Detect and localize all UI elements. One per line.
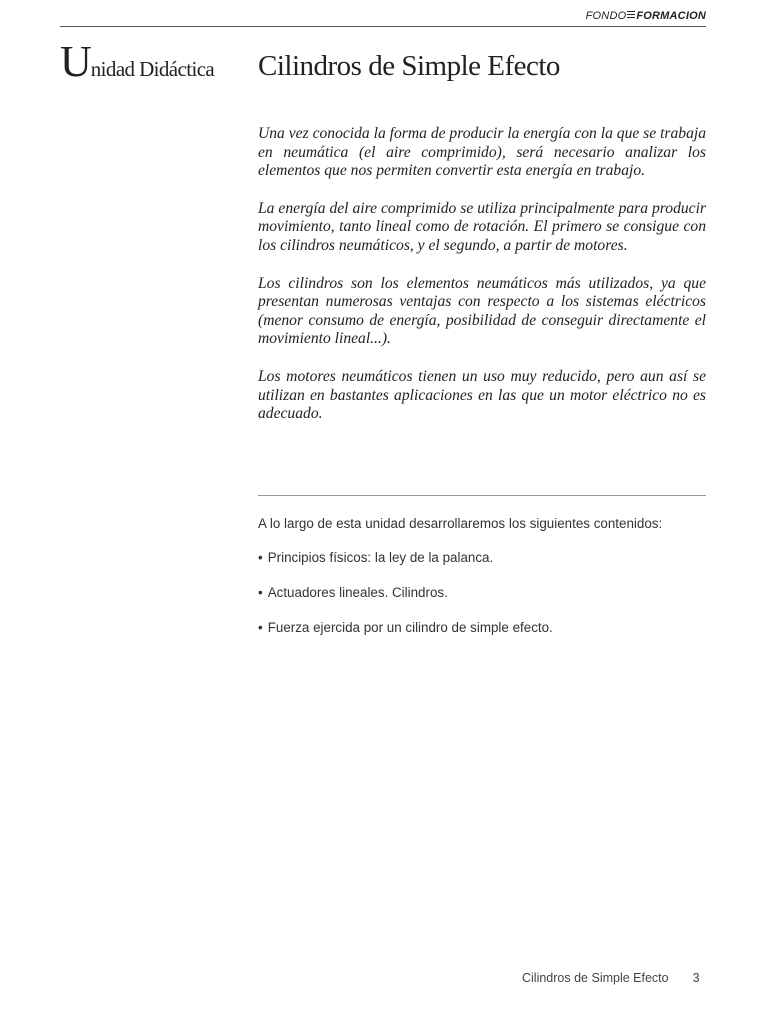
bullet-icon: • (258, 550, 263, 565)
contents-section (258, 515, 718, 654)
unit-title: Cilindros de Simple Efecto (258, 50, 560, 82)
list-item (258, 619, 718, 637)
logo-separator-icon (627, 11, 635, 18)
intro-paragraph-4: Los motores neumáticos tienen un uso muy reducido, pero aun así se utilizan en bastantes aplicaciones en las que un motor eléctrico no es adecuado. (258, 367, 706, 423)
bullet-icon: • (258, 620, 263, 635)
intro-section (258, 125, 706, 443)
page-footer (522, 971, 700, 985)
header-rule (60, 26, 706, 27)
list-item (258, 584, 718, 602)
section-divider (258, 495, 706, 496)
unit-label-initial: U (60, 37, 91, 86)
list-item-text: Principios físicos: la ley de la palanca. (267, 550, 494, 565)
unit-label-rest: nidad Didáctica (90, 57, 215, 81)
bullet-icon: • (258, 585, 263, 600)
contents-list (258, 549, 718, 637)
contents-intro: A lo largo de esta unidad desarrollaremos los siguientes contenidos: (258, 516, 663, 531)
logo-text-fondo: FONDO (585, 10, 627, 22)
intro-paragraph-1: Una vez conocida la forma de producir la energía con la que se trabaja en neumática (el aire comprimido), será necesario analizar los elementos que nos permiten convertir esta energía en trabajo. (258, 125, 706, 180)
page-number: 3 (692, 971, 700, 985)
intro-paragraph-2: La energía del aire comprimido se utiliza principalmente para producir movimiento, tanto lineal como de rotación. El primero se consigue con los cilindros neumáticos, y el segundo, a partir de motores. (258, 199, 706, 254)
list-item (258, 549, 718, 567)
logo-text-formacion: FORMACION (636, 10, 706, 22)
list-item-text: Actuadores lineales. Cilindros. (267, 585, 448, 600)
intro-paragraph-3: Los cilindros son los elementos neumáticos más utilizados, ya que presentan numerosas ventajas con respecto a los sistemas eléctricos (menor consumo de energía, posibilidad de conseguir directamente el movimiento lineal...). (258, 274, 706, 348)
footer-running-title: Cilindros de Simple Efecto (522, 971, 669, 985)
list-item-text: Fuerza ejercida por un cilindro de simple efecto. (267, 620, 553, 635)
unit-label (60, 37, 215, 86)
publisher-logo (586, 10, 706, 22)
